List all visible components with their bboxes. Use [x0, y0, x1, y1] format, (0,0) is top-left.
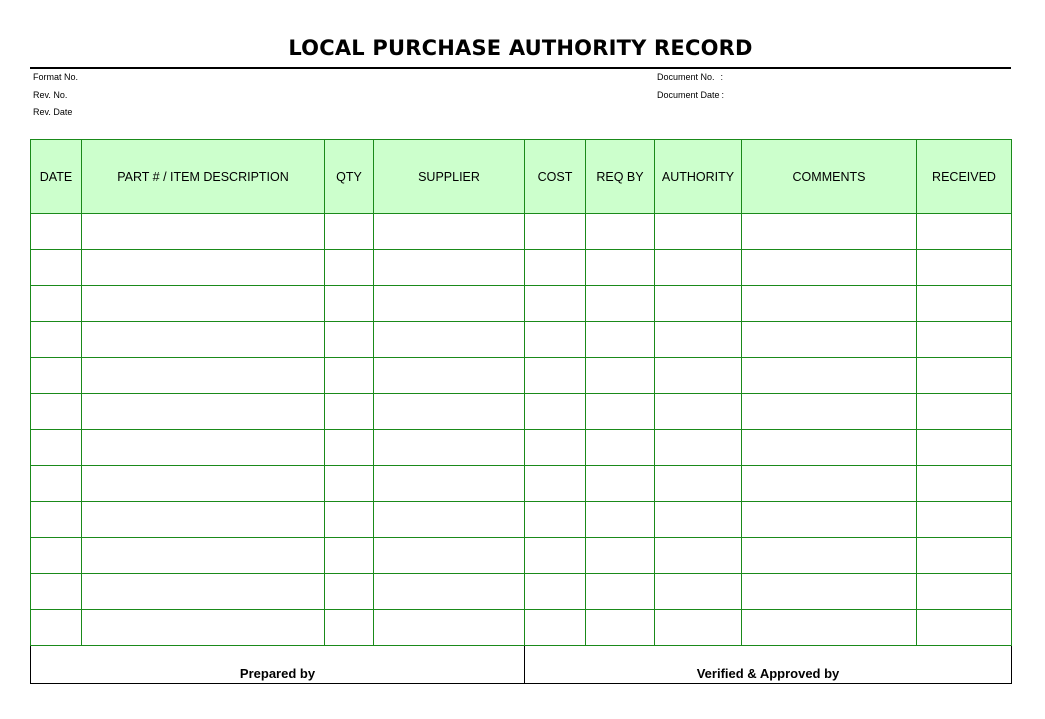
- cell-cost[interactable]: [525, 214, 586, 250]
- cell-authority[interactable]: [655, 394, 742, 430]
- cell-cost[interactable]: [525, 430, 586, 466]
- cell-comments[interactable]: [742, 286, 917, 322]
- cell-comments[interactable]: [742, 466, 917, 502]
- cell-received[interactable]: [917, 430, 1012, 466]
- column-header-qty: QTY: [325, 140, 374, 214]
- cell-received[interactable]: [917, 610, 1012, 646]
- column-header-authority: AUTHORITY: [655, 140, 742, 214]
- cell-cost[interactable]: [525, 322, 586, 358]
- cell-qty[interactable]: [325, 466, 374, 502]
- cell-cost[interactable]: [525, 286, 586, 322]
- cell-date[interactable]: [31, 322, 82, 358]
- cell-comments[interactable]: [742, 574, 917, 610]
- table-row: [31, 286, 1012, 322]
- table-body: [31, 214, 1012, 684]
- cell-cost[interactable]: [525, 574, 586, 610]
- cell-date[interactable]: [31, 430, 82, 466]
- cell-date[interactable]: [31, 394, 82, 430]
- cell-cost[interactable]: [525, 610, 586, 646]
- cell-received[interactable]: [917, 574, 1012, 610]
- title-underline: [30, 67, 1011, 69]
- document-date-sep: :: [721, 90, 725, 100]
- cell-item-description[interactable]: [82, 502, 325, 538]
- cell-authority[interactable]: [655, 214, 742, 250]
- cell-req-by[interactable]: [586, 322, 655, 358]
- cell-req-by[interactable]: [586, 286, 655, 322]
- cell-supplier[interactable]: [374, 466, 525, 502]
- cell-req-by[interactable]: [586, 250, 655, 286]
- cell-received[interactable]: [917, 394, 1012, 430]
- cell-qty[interactable]: [325, 430, 374, 466]
- cell-comments[interactable]: [742, 502, 917, 538]
- cell-req-by[interactable]: [586, 430, 655, 466]
- cell-authority[interactable]: [655, 466, 742, 502]
- cell-date[interactable]: [31, 502, 82, 538]
- table-header-row: [31, 140, 1012, 214]
- cell-supplier[interactable]: [374, 394, 525, 430]
- cell-received[interactable]: [917, 286, 1012, 322]
- cell-authority[interactable]: [655, 538, 742, 574]
- cell-authority[interactable]: [655, 358, 742, 394]
- cell-date[interactable]: [31, 214, 82, 250]
- cell-date[interactable]: [31, 574, 82, 610]
- cell-authority[interactable]: [655, 430, 742, 466]
- cell-supplier[interactable]: [374, 250, 525, 286]
- cell-supplier[interactable]: [374, 322, 525, 358]
- cell-date[interactable]: [31, 538, 82, 574]
- cell-received[interactable]: [917, 502, 1012, 538]
- cell-qty[interactable]: [325, 322, 374, 358]
- cell-qty[interactable]: [325, 286, 374, 322]
- cell-supplier[interactable]: [374, 502, 525, 538]
- document-date-label: Document Date: [657, 90, 720, 100]
- prepared-by-cell[interactable]: Prepared by: [31, 646, 525, 684]
- document-date-field: [657, 89, 724, 101]
- table-row: [31, 466, 1012, 502]
- cell-item-description[interactable]: [82, 538, 325, 574]
- cell-item-description[interactable]: [82, 214, 325, 250]
- cell-qty[interactable]: [325, 574, 374, 610]
- cell-cost[interactable]: [525, 250, 586, 286]
- cell-received[interactable]: [917, 322, 1012, 358]
- cell-date[interactable]: [31, 250, 82, 286]
- table-row: [31, 214, 1012, 250]
- cell-cost[interactable]: [525, 538, 586, 574]
- cell-item-description[interactable]: [82, 250, 325, 286]
- cell-qty[interactable]: [325, 358, 374, 394]
- cell-req-by[interactable]: [586, 394, 655, 430]
- cell-authority[interactable]: [655, 502, 742, 538]
- cell-received[interactable]: [917, 538, 1012, 574]
- cell-comments[interactable]: [742, 358, 917, 394]
- document-no-label: Document No.: [657, 72, 715, 82]
- cell-req-by[interactable]: [586, 214, 655, 250]
- cell-received[interactable]: [917, 214, 1012, 250]
- column-header-comments: COMMENTS: [742, 140, 917, 214]
- cell-date[interactable]: [31, 358, 82, 394]
- cell-comments[interactable]: [742, 322, 917, 358]
- cell-item-description[interactable]: [82, 286, 325, 322]
- table-row: [31, 574, 1012, 610]
- cell-item-description[interactable]: [82, 322, 325, 358]
- document-no-field: [657, 71, 723, 83]
- cell-req-by[interactable]: [586, 466, 655, 502]
- rev-no-label: Rev. No.: [33, 90, 68, 100]
- cell-authority[interactable]: [655, 610, 742, 646]
- column-header-received: RECEIVED: [917, 140, 1012, 214]
- cell-qty[interactable]: [325, 502, 374, 538]
- cell-item-description[interactable]: [82, 610, 325, 646]
- cell-date[interactable]: [31, 466, 82, 502]
- table-row: [31, 322, 1012, 358]
- table-row: [31, 250, 1012, 286]
- cell-comments[interactable]: [742, 430, 917, 466]
- cell-authority[interactable]: [655, 286, 742, 322]
- column-header-item-description: PART # / ITEM DESCRIPTION: [82, 140, 325, 214]
- rev-date-label: Rev. Date: [33, 107, 73, 117]
- cell-authority[interactable]: [655, 574, 742, 610]
- cell-item-description[interactable]: [82, 358, 325, 394]
- cell-comments[interactable]: [742, 394, 917, 430]
- table-row: [31, 502, 1012, 538]
- cell-supplier[interactable]: [374, 286, 525, 322]
- cell-item-description[interactable]: [82, 394, 325, 430]
- cell-qty[interactable]: [325, 394, 374, 430]
- cell-supplier[interactable]: [374, 214, 525, 250]
- column-header-date: DATE: [31, 140, 82, 214]
- cell-item-description[interactable]: [82, 430, 325, 466]
- cell-cost[interactable]: [525, 358, 586, 394]
- cell-qty[interactable]: [325, 538, 374, 574]
- signature-row: [31, 646, 1012, 684]
- cell-received[interactable]: [917, 466, 1012, 502]
- format-no-label: Format No.: [33, 72, 79, 82]
- cell-req-by[interactable]: [586, 610, 655, 646]
- purchase-record-table: [30, 139, 1012, 684]
- cell-cost[interactable]: [525, 466, 586, 502]
- table-row: [31, 430, 1012, 466]
- cell-item-description[interactable]: [82, 466, 325, 502]
- document-no-sep: :: [720, 72, 724, 82]
- cell-qty[interactable]: [325, 250, 374, 286]
- cell-authority[interactable]: [655, 250, 742, 286]
- table-row: [31, 394, 1012, 430]
- cell-authority[interactable]: [655, 322, 742, 358]
- cell-cost[interactable]: [525, 394, 586, 430]
- column-header-req-by: REQ BY: [586, 140, 655, 214]
- cell-supplier[interactable]: [374, 358, 525, 394]
- cell-supplier[interactable]: [374, 538, 525, 574]
- cell-comments[interactable]: [742, 250, 917, 286]
- column-header-cost: COST: [525, 140, 586, 214]
- cell-item-description[interactable]: [82, 574, 325, 610]
- page-title: LOCAL PURCHASE AUTHORITY RECORD: [288, 36, 753, 60]
- cell-comments[interactable]: [742, 610, 917, 646]
- cell-comments[interactable]: [742, 538, 917, 574]
- table-row: [31, 358, 1012, 394]
- cell-req-by[interactable]: [586, 502, 655, 538]
- verified-approved-by-cell[interactable]: Verified & Approved by: [525, 646, 1012, 684]
- cell-date[interactable]: [31, 610, 82, 646]
- cell-supplier[interactable]: [374, 574, 525, 610]
- cell-supplier[interactable]: [374, 430, 525, 466]
- column-header-supplier: SUPPLIER: [374, 140, 525, 214]
- cell-req-by[interactable]: [586, 358, 655, 394]
- cell-qty[interactable]: [325, 610, 374, 646]
- cell-received[interactable]: [917, 250, 1012, 286]
- table-row: [31, 610, 1012, 646]
- cell-qty[interactable]: [325, 214, 374, 250]
- cell-req-by[interactable]: [586, 538, 655, 574]
- cell-date[interactable]: [31, 286, 82, 322]
- cell-comments[interactable]: [742, 214, 917, 250]
- cell-supplier[interactable]: [374, 610, 525, 646]
- cell-req-by[interactable]: [586, 574, 655, 610]
- cell-cost[interactable]: [525, 502, 586, 538]
- cell-received[interactable]: [917, 358, 1012, 394]
- table-row: [31, 538, 1012, 574]
